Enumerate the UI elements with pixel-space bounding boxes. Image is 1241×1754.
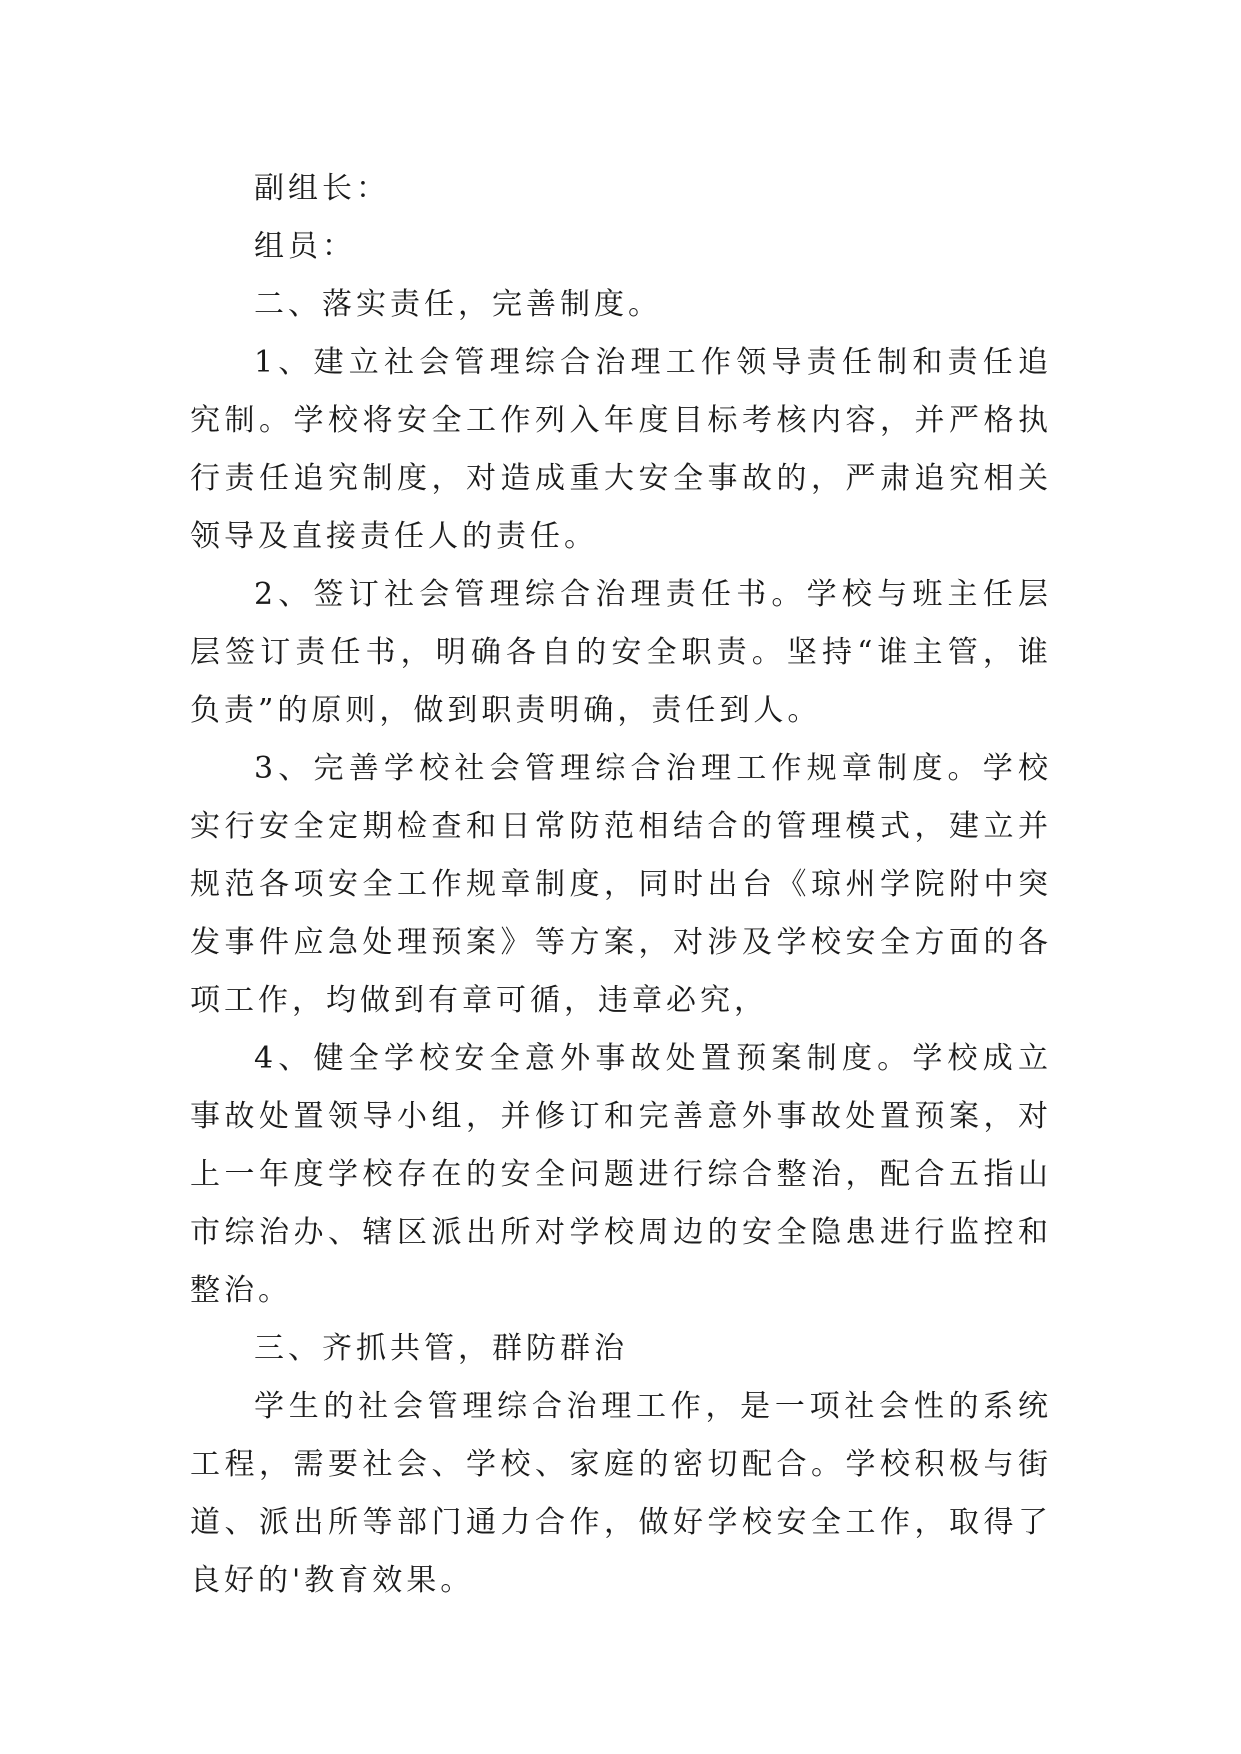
paragraph-deputy-leader: 副组长：: [254, 171, 390, 206]
paragraph-members: 组员：: [254, 229, 356, 264]
paragraph-item-3: 3、完善学校社会管理综合治理工作规章制度。学校实行安全定期检查和日常防范相结合的管理模式，建立并规范各项安全工作规章制度，同时出台《琼州学院附中突发事件应急处理预案》等方案，对涉及学校安全方面的各项工作，均做到有章可循，违章必究，: [190, 751, 1052, 1018]
section-heading-2: 二、落实责任，完善制度。: [254, 287, 662, 322]
paragraph-section-3-body: 学生的社会管理综合治理工作，是一项社会性的系统工程，需要社会、学校、家庭的密切配合。学校积极与街道、派出所等部门通力合作，做好学校安全工作，取得了良好的'教育效果。: [190, 1389, 1052, 1598]
section-heading-3: 三、齐抓共管，群防群治: [254, 1331, 628, 1366]
document-body: [190, 160, 1052, 1610]
paragraph-item-4: 4、健全学校安全意外事故处置预案制度。学校成立事故处置领导小组，并修订和完善意外事故处置预案，对上一年度学校存在的安全问题进行综合整治，配合五指山市综治办、辖区派出所对学校周边的安全隐患进行监控和整治。: [190, 1041, 1052, 1308]
paragraph-item-1: 1、建立社会管理综合治理工作领导责任制和责任追究制。学校将安全工作列入年度目标考核内容，并严格执行责任追究制度，对造成重大安全事故的，严肃追究相关领导及直接责任人的责任。: [190, 345, 1052, 554]
paragraph-item-2: 2、签订社会管理综合治理责任书。学校与班主任层层签订责任书，明确各自的安全职责。坚持“谁主管，谁负责”的原则，做到职责明确，责任到人。: [190, 577, 1052, 728]
